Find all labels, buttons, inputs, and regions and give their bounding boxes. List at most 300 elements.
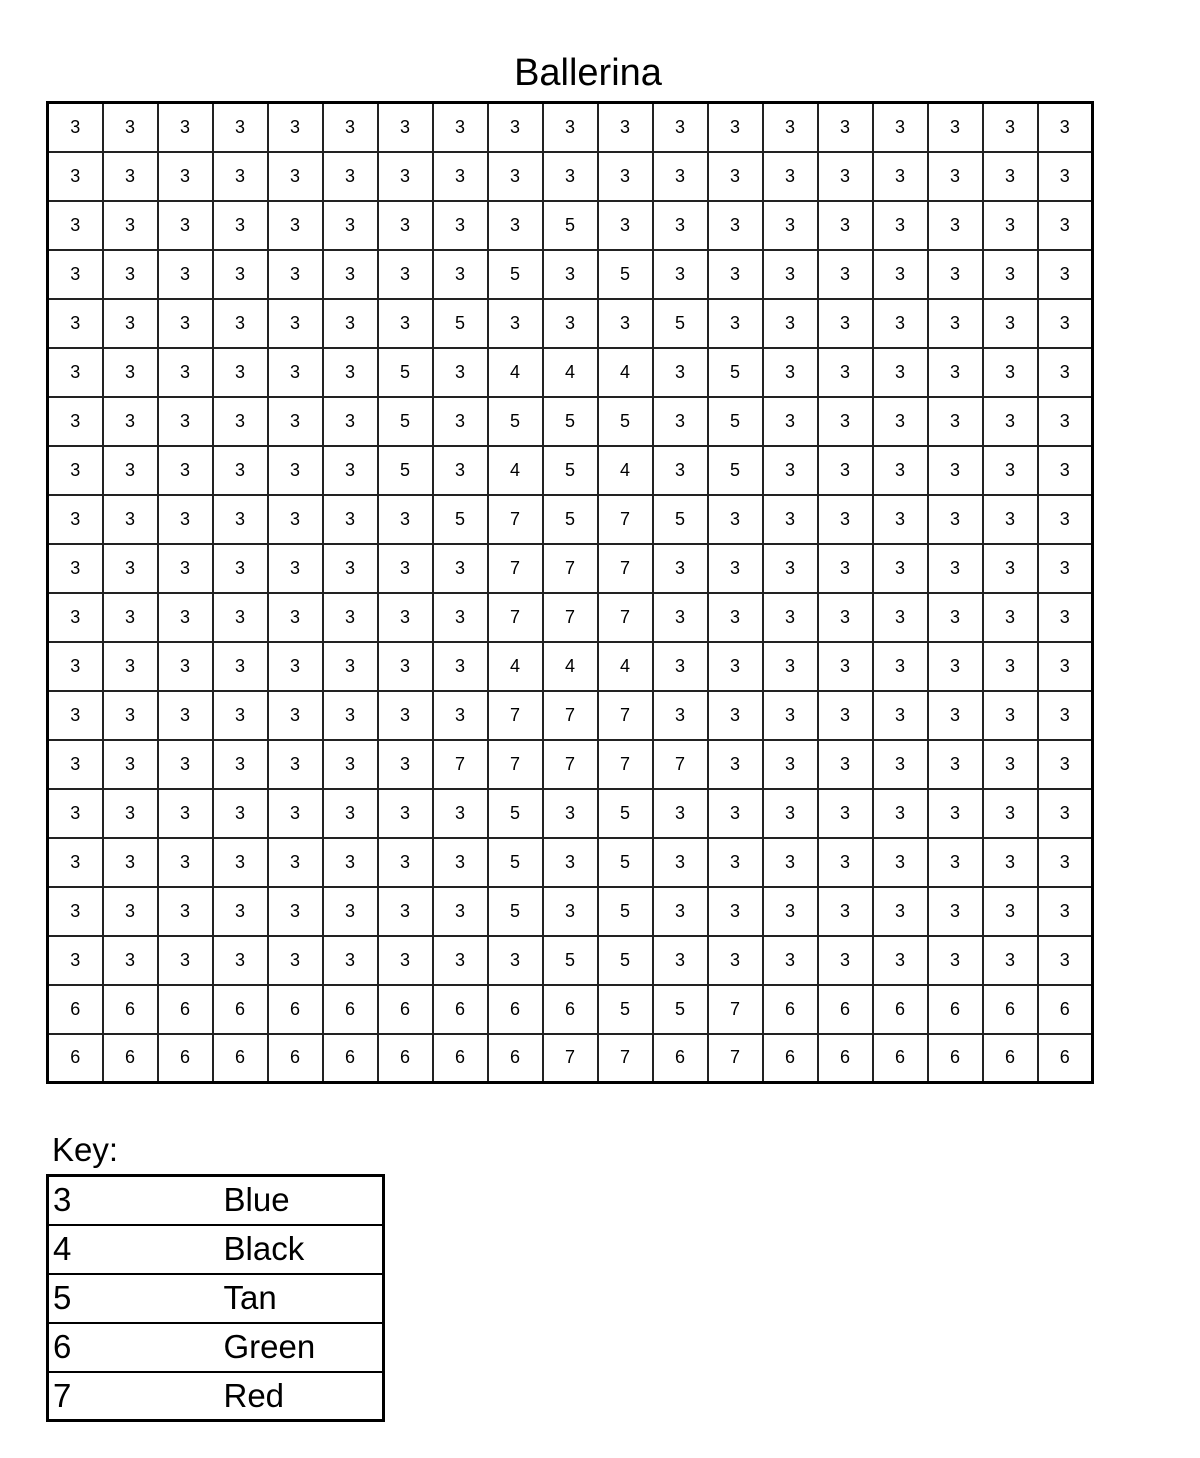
grid-row bbox=[48, 593, 1093, 642]
grid-cell: 3 bbox=[598, 201, 653, 250]
grid-cell: 3 bbox=[488, 103, 543, 152]
grid-cell: 3 bbox=[158, 642, 213, 691]
grid-row bbox=[48, 740, 1093, 789]
grid-cell: 3 bbox=[323, 348, 378, 397]
grid-cell: 3 bbox=[268, 348, 323, 397]
grid-cell: 6 bbox=[213, 985, 268, 1034]
grid-cell: 3 bbox=[543, 250, 598, 299]
grid-cell: 3 bbox=[598, 152, 653, 201]
grid-cell: 3 bbox=[323, 495, 378, 544]
grid-cell: 3 bbox=[708, 838, 763, 887]
grid-cell: 3 bbox=[873, 838, 928, 887]
grid-cell: 3 bbox=[268, 103, 323, 152]
key-color-name: Tan bbox=[218, 1274, 384, 1323]
grid-cell: 3 bbox=[378, 789, 433, 838]
grid-cell: 6 bbox=[268, 1034, 323, 1083]
grid-cell: 3 bbox=[213, 740, 268, 789]
grid-cell: 3 bbox=[543, 789, 598, 838]
grid-cell: 3 bbox=[103, 789, 158, 838]
grid-row bbox=[48, 691, 1093, 740]
grid-cell: 3 bbox=[48, 348, 103, 397]
grid-cell: 7 bbox=[543, 691, 598, 740]
grid-cell: 3 bbox=[378, 103, 433, 152]
grid-cell: 6 bbox=[818, 985, 873, 1034]
grid-cell: 4 bbox=[598, 642, 653, 691]
grid-cell: 6 bbox=[323, 985, 378, 1034]
grid-cell: 3 bbox=[213, 593, 268, 642]
grid-cell: 3 bbox=[158, 299, 213, 348]
grid-cell: 3 bbox=[653, 789, 708, 838]
grid-cell: 3 bbox=[598, 299, 653, 348]
grid-row bbox=[48, 250, 1093, 299]
grid-cell: 5 bbox=[378, 348, 433, 397]
grid-cell: 3 bbox=[928, 397, 983, 446]
grid-cell: 3 bbox=[653, 103, 708, 152]
grid-cell: 3 bbox=[818, 642, 873, 691]
grid-cell: 6 bbox=[268, 985, 323, 1034]
key-number: 3 bbox=[48, 1176, 218, 1225]
grid-cell: 3 bbox=[818, 887, 873, 936]
grid-cell: 3 bbox=[708, 250, 763, 299]
number-grid-table bbox=[46, 101, 1094, 1084]
grid-cell: 3 bbox=[873, 397, 928, 446]
grid-cell: 3 bbox=[763, 495, 818, 544]
grid-cell: 3 bbox=[158, 740, 213, 789]
grid-cell: 3 bbox=[983, 838, 1038, 887]
grid-cell: 3 bbox=[928, 838, 983, 887]
grid-row bbox=[48, 1034, 1093, 1083]
grid-cell: 6 bbox=[323, 1034, 378, 1083]
key-number: 6 bbox=[48, 1323, 218, 1372]
key-row bbox=[48, 1323, 384, 1372]
grid-cell: 3 bbox=[708, 740, 763, 789]
grid-cell: 3 bbox=[983, 887, 1038, 936]
grid-cell: 5 bbox=[488, 838, 543, 887]
grid-cell: 3 bbox=[763, 838, 818, 887]
grid-cell: 3 bbox=[488, 152, 543, 201]
grid-cell: 6 bbox=[488, 1034, 543, 1083]
grid-cell: 3 bbox=[653, 691, 708, 740]
grid-cell: 3 bbox=[268, 838, 323, 887]
grid-cell: 4 bbox=[488, 446, 543, 495]
grid-row bbox=[48, 397, 1093, 446]
grid-row bbox=[48, 446, 1093, 495]
grid-cell: 3 bbox=[488, 299, 543, 348]
grid-cell: 3 bbox=[928, 152, 983, 201]
grid-cell: 7 bbox=[543, 593, 598, 642]
grid-cell: 3 bbox=[873, 299, 928, 348]
grid-cell: 3 bbox=[653, 348, 708, 397]
grid-cell: 3 bbox=[213, 936, 268, 985]
grid-cell: 3 bbox=[543, 887, 598, 936]
grid-cell: 5 bbox=[598, 789, 653, 838]
grid-cell: 3 bbox=[1038, 250, 1093, 299]
grid-cell: 3 bbox=[48, 642, 103, 691]
grid-cell: 3 bbox=[818, 446, 873, 495]
grid-cell: 3 bbox=[103, 936, 158, 985]
grid-cell: 4 bbox=[488, 348, 543, 397]
grid-cell: 4 bbox=[543, 642, 598, 691]
grid-cell: 3 bbox=[983, 446, 1038, 495]
grid-cell: 3 bbox=[268, 250, 323, 299]
grid-cell: 5 bbox=[598, 250, 653, 299]
grid-cell: 3 bbox=[873, 348, 928, 397]
grid-cell: 3 bbox=[323, 544, 378, 593]
grid-cell: 5 bbox=[433, 299, 488, 348]
grid-cell: 3 bbox=[873, 789, 928, 838]
grid-cell: 3 bbox=[543, 152, 598, 201]
grid-cell: 3 bbox=[488, 201, 543, 250]
grid-cell: 3 bbox=[928, 593, 983, 642]
grid-cell: 6 bbox=[488, 985, 543, 1034]
grid-cell: 3 bbox=[158, 544, 213, 593]
grid-cell: 3 bbox=[983, 299, 1038, 348]
grid-cell: 5 bbox=[488, 397, 543, 446]
grid-cell: 3 bbox=[873, 250, 928, 299]
grid-cell: 6 bbox=[378, 985, 433, 1034]
grid-cell: 3 bbox=[268, 593, 323, 642]
grid-cell: 3 bbox=[103, 495, 158, 544]
grid-cell: 3 bbox=[323, 936, 378, 985]
grid-cell: 3 bbox=[983, 642, 1038, 691]
grid-cell: 3 bbox=[928, 250, 983, 299]
grid-cell: 3 bbox=[213, 544, 268, 593]
grid-cell: 3 bbox=[1038, 299, 1093, 348]
grid-cell: 3 bbox=[1038, 740, 1093, 789]
grid-cell: 3 bbox=[708, 299, 763, 348]
key-row bbox=[48, 1372, 384, 1421]
grid-cell: 3 bbox=[158, 201, 213, 250]
grid-cell: 3 bbox=[433, 446, 488, 495]
grid-cell: 3 bbox=[323, 691, 378, 740]
grid-cell: 3 bbox=[48, 838, 103, 887]
grid-cell: 3 bbox=[378, 740, 433, 789]
grid-cell: 7 bbox=[653, 740, 708, 789]
color-key bbox=[46, 1174, 385, 1422]
grid-cell: 3 bbox=[268, 152, 323, 201]
grid-cell: 3 bbox=[1038, 593, 1093, 642]
key-color-name: Blue bbox=[218, 1176, 384, 1225]
grid-cell: 3 bbox=[928, 642, 983, 691]
grid-cell: 3 bbox=[708, 642, 763, 691]
grid-cell: 3 bbox=[103, 201, 158, 250]
grid-cell: 3 bbox=[763, 397, 818, 446]
grid-cell: 3 bbox=[818, 152, 873, 201]
grid-cell: 3 bbox=[48, 495, 103, 544]
grid-cell: 3 bbox=[268, 789, 323, 838]
grid-cell: 3 bbox=[433, 936, 488, 985]
grid-cell: 3 bbox=[873, 103, 928, 152]
grid-cell: 3 bbox=[158, 789, 213, 838]
grid-cell: 3 bbox=[653, 887, 708, 936]
grid-cell: 3 bbox=[268, 495, 323, 544]
grid-cell: 5 bbox=[488, 789, 543, 838]
grid-row bbox=[48, 299, 1093, 348]
grid-row bbox=[48, 887, 1093, 936]
grid-cell: 3 bbox=[983, 691, 1038, 740]
grid-cell: 3 bbox=[323, 103, 378, 152]
grid-cell: 3 bbox=[763, 348, 818, 397]
grid-cell: 4 bbox=[488, 642, 543, 691]
grid-cell: 5 bbox=[378, 446, 433, 495]
grid-cell: 3 bbox=[323, 250, 378, 299]
grid-cell: 3 bbox=[433, 348, 488, 397]
grid-cell: 3 bbox=[268, 446, 323, 495]
grid-cell: 7 bbox=[708, 1034, 763, 1083]
grid-cell: 3 bbox=[983, 544, 1038, 593]
grid-cell: 3 bbox=[213, 642, 268, 691]
grid-cell: 3 bbox=[213, 397, 268, 446]
grid-cell: 3 bbox=[378, 201, 433, 250]
grid-cell: 3 bbox=[103, 544, 158, 593]
grid-cell: 3 bbox=[873, 593, 928, 642]
grid-cell: 3 bbox=[763, 936, 818, 985]
grid-cell: 5 bbox=[708, 446, 763, 495]
key-color-name: Black bbox=[218, 1225, 384, 1274]
grid-cell: 3 bbox=[1038, 103, 1093, 152]
grid-cell: 6 bbox=[543, 985, 598, 1034]
grid-cell: 3 bbox=[1038, 201, 1093, 250]
grid-cell: 3 bbox=[1038, 642, 1093, 691]
grid-cell: 5 bbox=[598, 887, 653, 936]
grid-cell: 3 bbox=[763, 152, 818, 201]
grid-cell: 3 bbox=[653, 593, 708, 642]
grid-cell: 3 bbox=[323, 299, 378, 348]
grid-cell: 3 bbox=[158, 250, 213, 299]
grid-cell: 3 bbox=[48, 299, 103, 348]
grid-cell: 6 bbox=[873, 985, 928, 1034]
grid-cell: 3 bbox=[48, 691, 103, 740]
grid-cell: 3 bbox=[928, 299, 983, 348]
grid-cell: 3 bbox=[103, 397, 158, 446]
grid-cell: 6 bbox=[213, 1034, 268, 1083]
grid-cell: 3 bbox=[48, 887, 103, 936]
grid-cell: 3 bbox=[818, 838, 873, 887]
grid-cell: 3 bbox=[928, 789, 983, 838]
grid-cell: 3 bbox=[433, 397, 488, 446]
grid-cell: 3 bbox=[763, 103, 818, 152]
grid-cell: 3 bbox=[323, 397, 378, 446]
grid-cell: 3 bbox=[928, 936, 983, 985]
grid-cell: 3 bbox=[708, 103, 763, 152]
grid-cell: 3 bbox=[323, 740, 378, 789]
grid-cell: 3 bbox=[818, 201, 873, 250]
grid-cell: 5 bbox=[598, 838, 653, 887]
grid-cell: 7 bbox=[598, 740, 653, 789]
grid-cell: 3 bbox=[598, 103, 653, 152]
grid-cell: 3 bbox=[818, 936, 873, 985]
grid-cell: 6 bbox=[873, 1034, 928, 1083]
grid-cell: 5 bbox=[653, 985, 708, 1034]
grid-cell: 3 bbox=[873, 740, 928, 789]
grid-cell: 3 bbox=[433, 838, 488, 887]
grid-cell: 3 bbox=[323, 201, 378, 250]
grid-cell: 3 bbox=[1038, 887, 1093, 936]
grid-cell: 5 bbox=[543, 446, 598, 495]
grid-cell: 3 bbox=[928, 201, 983, 250]
grid-cell: 3 bbox=[653, 642, 708, 691]
grid-cell: 3 bbox=[1038, 348, 1093, 397]
grid-cell: 3 bbox=[818, 299, 873, 348]
grid-cell: 6 bbox=[433, 1034, 488, 1083]
grid-cell: 3 bbox=[653, 544, 708, 593]
grid-cell: 3 bbox=[323, 446, 378, 495]
grid-cell: 3 bbox=[268, 642, 323, 691]
grid-cell: 3 bbox=[268, 544, 323, 593]
grid-cell: 6 bbox=[983, 1034, 1038, 1083]
grid-cell: 3 bbox=[158, 348, 213, 397]
grid-cell: 3 bbox=[763, 299, 818, 348]
grid-cell: 3 bbox=[653, 838, 708, 887]
grid-cell: 5 bbox=[598, 397, 653, 446]
grid-row bbox=[48, 936, 1093, 985]
grid-cell: 3 bbox=[213, 838, 268, 887]
grid-cell: 3 bbox=[103, 740, 158, 789]
grid-row bbox=[48, 152, 1093, 201]
grid-cell: 3 bbox=[653, 250, 708, 299]
grid-row bbox=[48, 201, 1093, 250]
grid-cell: 3 bbox=[323, 152, 378, 201]
grid-cell: 3 bbox=[543, 299, 598, 348]
grid-cell: 3 bbox=[818, 250, 873, 299]
grid-cell: 6 bbox=[653, 1034, 708, 1083]
grid-cell: 3 bbox=[213, 789, 268, 838]
grid-cell: 3 bbox=[268, 740, 323, 789]
grid-cell: 3 bbox=[873, 446, 928, 495]
grid-cell: 3 bbox=[543, 838, 598, 887]
grid-cell: 7 bbox=[543, 740, 598, 789]
grid-cell: 3 bbox=[818, 691, 873, 740]
grid-cell: 6 bbox=[48, 985, 103, 1034]
grid-cell: 6 bbox=[928, 1034, 983, 1083]
grid-cell: 7 bbox=[488, 740, 543, 789]
grid-cell: 3 bbox=[708, 495, 763, 544]
grid-cell: 6 bbox=[433, 985, 488, 1034]
grid-cell: 3 bbox=[103, 348, 158, 397]
grid-row bbox=[48, 789, 1093, 838]
grid-cell: 3 bbox=[378, 495, 433, 544]
grid-cell: 3 bbox=[763, 740, 818, 789]
grid-cell: 5 bbox=[543, 201, 598, 250]
grid-cell: 3 bbox=[213, 348, 268, 397]
grid-cell: 3 bbox=[763, 544, 818, 593]
grid-cell: 3 bbox=[1038, 838, 1093, 887]
grid-cell: 3 bbox=[48, 544, 103, 593]
grid-cell: 3 bbox=[708, 201, 763, 250]
grid-cell: 3 bbox=[818, 103, 873, 152]
grid-cell: 7 bbox=[488, 593, 543, 642]
grid-cell: 3 bbox=[323, 838, 378, 887]
grid-cell: 3 bbox=[928, 495, 983, 544]
grid-cell: 3 bbox=[873, 691, 928, 740]
grid-cell: 3 bbox=[708, 887, 763, 936]
grid-cell: 3 bbox=[433, 250, 488, 299]
grid-cell: 7 bbox=[598, 1034, 653, 1083]
grid-cell: 3 bbox=[103, 103, 158, 152]
grid-cell: 3 bbox=[378, 691, 433, 740]
grid-cell: 6 bbox=[928, 985, 983, 1034]
key-table bbox=[46, 1174, 385, 1422]
grid-cell: 3 bbox=[873, 936, 928, 985]
grid-cell: 3 bbox=[103, 887, 158, 936]
grid-cell: 3 bbox=[158, 691, 213, 740]
grid-cell: 3 bbox=[928, 740, 983, 789]
grid-cell: 3 bbox=[708, 544, 763, 593]
grid-cell: 3 bbox=[213, 495, 268, 544]
grid-cell: 3 bbox=[928, 887, 983, 936]
grid-cell: 3 bbox=[48, 103, 103, 152]
grid-cell: 3 bbox=[378, 299, 433, 348]
grid-cell: 5 bbox=[653, 299, 708, 348]
key-row bbox=[48, 1274, 384, 1323]
grid-cell: 3 bbox=[103, 642, 158, 691]
grid-cell: 3 bbox=[763, 642, 818, 691]
grid-cell: 3 bbox=[158, 838, 213, 887]
grid-cell: 5 bbox=[708, 348, 763, 397]
key-number: 7 bbox=[48, 1372, 218, 1421]
grid-cell: 3 bbox=[763, 593, 818, 642]
grid-cell: 3 bbox=[378, 152, 433, 201]
grid-cell: 3 bbox=[983, 103, 1038, 152]
grid-cell: 3 bbox=[928, 103, 983, 152]
grid-cell: 3 bbox=[873, 544, 928, 593]
grid-cell: 3 bbox=[268, 299, 323, 348]
grid-cell: 3 bbox=[378, 544, 433, 593]
grid-cell: 3 bbox=[1038, 544, 1093, 593]
grid-cell: 3 bbox=[103, 691, 158, 740]
grid-cell: 5 bbox=[543, 936, 598, 985]
grid-cell: 3 bbox=[983, 936, 1038, 985]
grid-cell: 4 bbox=[598, 348, 653, 397]
grid-row bbox=[48, 985, 1093, 1034]
grid-cell: 3 bbox=[268, 936, 323, 985]
grid-cell: 7 bbox=[598, 691, 653, 740]
grid-cell: 3 bbox=[268, 201, 323, 250]
grid-cell: 3 bbox=[213, 299, 268, 348]
grid-cell: 7 bbox=[598, 495, 653, 544]
grid-cell: 3 bbox=[818, 544, 873, 593]
grid-cell: 6 bbox=[1038, 985, 1093, 1034]
grid-cell: 7 bbox=[488, 495, 543, 544]
key-number: 4 bbox=[48, 1225, 218, 1274]
grid-cell: 3 bbox=[378, 250, 433, 299]
grid-cell: 3 bbox=[158, 103, 213, 152]
grid-cell: 3 bbox=[543, 103, 598, 152]
grid-cell: 3 bbox=[48, 740, 103, 789]
grid-cell: 3 bbox=[48, 152, 103, 201]
grid-cell: 6 bbox=[1038, 1034, 1093, 1083]
grid-cell: 3 bbox=[1038, 397, 1093, 446]
grid-cell: 3 bbox=[983, 250, 1038, 299]
grid-cell: 3 bbox=[928, 691, 983, 740]
grid-cell: 3 bbox=[323, 789, 378, 838]
grid-cell: 3 bbox=[103, 446, 158, 495]
grid-cell: 7 bbox=[598, 593, 653, 642]
key-row bbox=[48, 1225, 384, 1274]
grid-cell: 3 bbox=[983, 789, 1038, 838]
key-number: 5 bbox=[48, 1274, 218, 1323]
grid-cell: 7 bbox=[598, 544, 653, 593]
grid-cell: 7 bbox=[708, 985, 763, 1034]
grid-cell: 5 bbox=[598, 936, 653, 985]
grid-cell: 3 bbox=[983, 740, 1038, 789]
grid-cell: 3 bbox=[1038, 936, 1093, 985]
grid-cell: 3 bbox=[873, 495, 928, 544]
grid-cell: 3 bbox=[158, 593, 213, 642]
grid-cell: 3 bbox=[818, 740, 873, 789]
grid-cell: 3 bbox=[213, 887, 268, 936]
grid-cell: 3 bbox=[48, 397, 103, 446]
